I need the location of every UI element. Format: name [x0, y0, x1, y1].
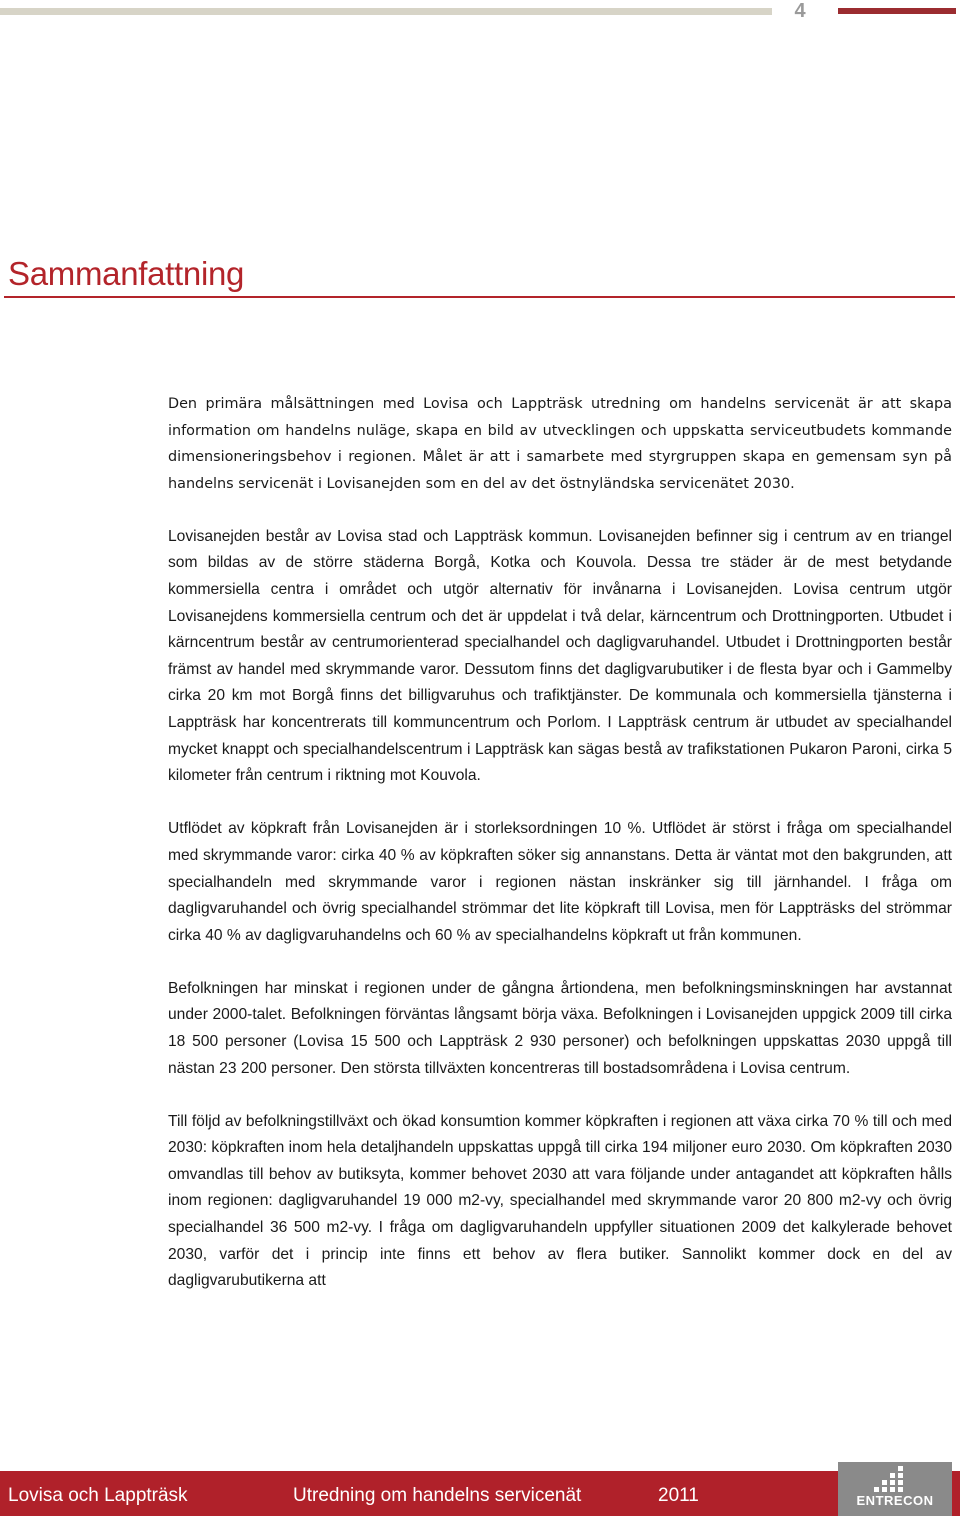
paragraph-4: Befolkningen har minskat i regionen under de gångna årtiondena, men befolkningsminskningen har avstannat under 2000-talet. Befolkningen förväntas långsamt börja växa. Befolkningen i Lovisanejden uppgick 2009 till cirka 18 500 personer (Lovisa 15 500 och Lappträsk 2 930 personer) och befolkningen uppskattas 2030 uppgå till nästan 23 200 personer. Den största tillväxten koncentreras till bostadsområdena i Lovisa centrum.: [168, 979, 952, 1077]
body-text: [168, 391, 952, 1321]
footer-report-title: Utredning om handelns servicenät: [293, 1485, 582, 1506]
footer-year: 2011: [658, 1485, 699, 1506]
title-underline: [4, 296, 955, 298]
paragraph-1: Den primära målsättningen med Lovisa och Lappträsk utredning om handelns servicenät är att skapa information om handelns nuläge, skapa en bild av utvecklingen och uppskatta serviceutbudets kommande dimensioneringsbehov i regionen. Målet är att i samarbete med styrgruppen skapa en gemensam syn på handelns servicenät i Lovisanejden som en del av det östnyländska servicenätet 2030.: [168, 396, 952, 492]
logo-wordmark: ENTRECON: [856, 1493, 934, 1508]
header-accent-bar: [838, 8, 956, 14]
footer-municipality: Lovisa och Lappträsk: [8, 1485, 188, 1506]
paragraph-5: Till följd av befolkningstillväxt och ökad konsumtion kommer köpkraften i regionen att växa cirka 70 % till och med 2030: köpkraften inom hela detaljhandeln uppskattas uppgå till cirka 194 miljoner euro 2030. Om köpkraften 2030 omvandlas till behov av butiksyta, kommer behovet 2030 att vara följande under antagandet att köpkraften hålls inom regionen: dagligvaruhandel 19 000 m2-vy, specialhandel med skrymmande varor 20 800 m2-vy och övrig specialhandel 36 500 m2-vy. I fråga om dagligvaruhandeln uppfyller situationen 2009 det kalkylerade behovet 2030, varför det i princip inte finns ett behov av flera butiker. Sannolikt kommer dock en del av dagligvarubutikerna att: [168, 1112, 952, 1290]
page-title: Sammanfattning: [8, 255, 245, 292]
entrecon-logo: [838, 1462, 952, 1516]
paragraph-2: Lovisanejden består av Lovisa stad och Lappträsk kommun. Lovisanejden befinner sig i centrum av en triangel som bildas av de större städerna Borgå, Kotka och Kouvola. Dessa tre städer är de mest betydande kommersiella centra i området och utgör alternativ för invånarna i Lovisanejden. Lovisa centrum utgör Lovisanejdens kommersiella centrum och det är uppdelat i två delar, kärncentrum och Drottningporten. Utbudet i kärncentrum består av centrumorienterad specialhandel och dagligvaruhandel. Utbudet i Drottningporten består främst av handel med skrymmande varor. Dessutom finns det dagligvarubutiker i de flesta byar och i Gammelby cirka 20 km mot Borgå finns det billigvaruhus och trafiktjänster. De kommunala och kommersiella tjänsterna i Lappträsk har koncentrerats till kommuncentrum och Porlom. I Lappträsk centrum är utbudet av specialhandel mycket knappt och specialhandelscentrum i Lappträsk kan sägas bestå av trafikstationen Pukaron Paroni, cirka 5 kilometer från centrum i riktning mot Kouvola.: [168, 527, 952, 785]
paragraph-3: Utflödet av köpkraft från Lovisanejden är i storleksordningen 10 %. Utflödet är störst i fråga om specialhandel med skrymmande varor: cirka 40 % av köpkraften söker sig annanstans. Detta är väntat mot den bakgrunden, att specialhandeln med skrymmande varor i regionen nästan inskränker sig till järnhandel. I fråga om dagligvaruhandel och övrig specialhandel strömmar det lite köpkraft till Lovisa, men för Lappträsks del strömmar cirka 40 % av dagligvaruhandelns och 60 % av specialhandelns köpkraft ut från kommunen.: [168, 820, 952, 944]
header-rule: [0, 8, 772, 15]
page-number: 4: [794, 0, 806, 22]
footer-bar: [0, 1471, 960, 1516]
